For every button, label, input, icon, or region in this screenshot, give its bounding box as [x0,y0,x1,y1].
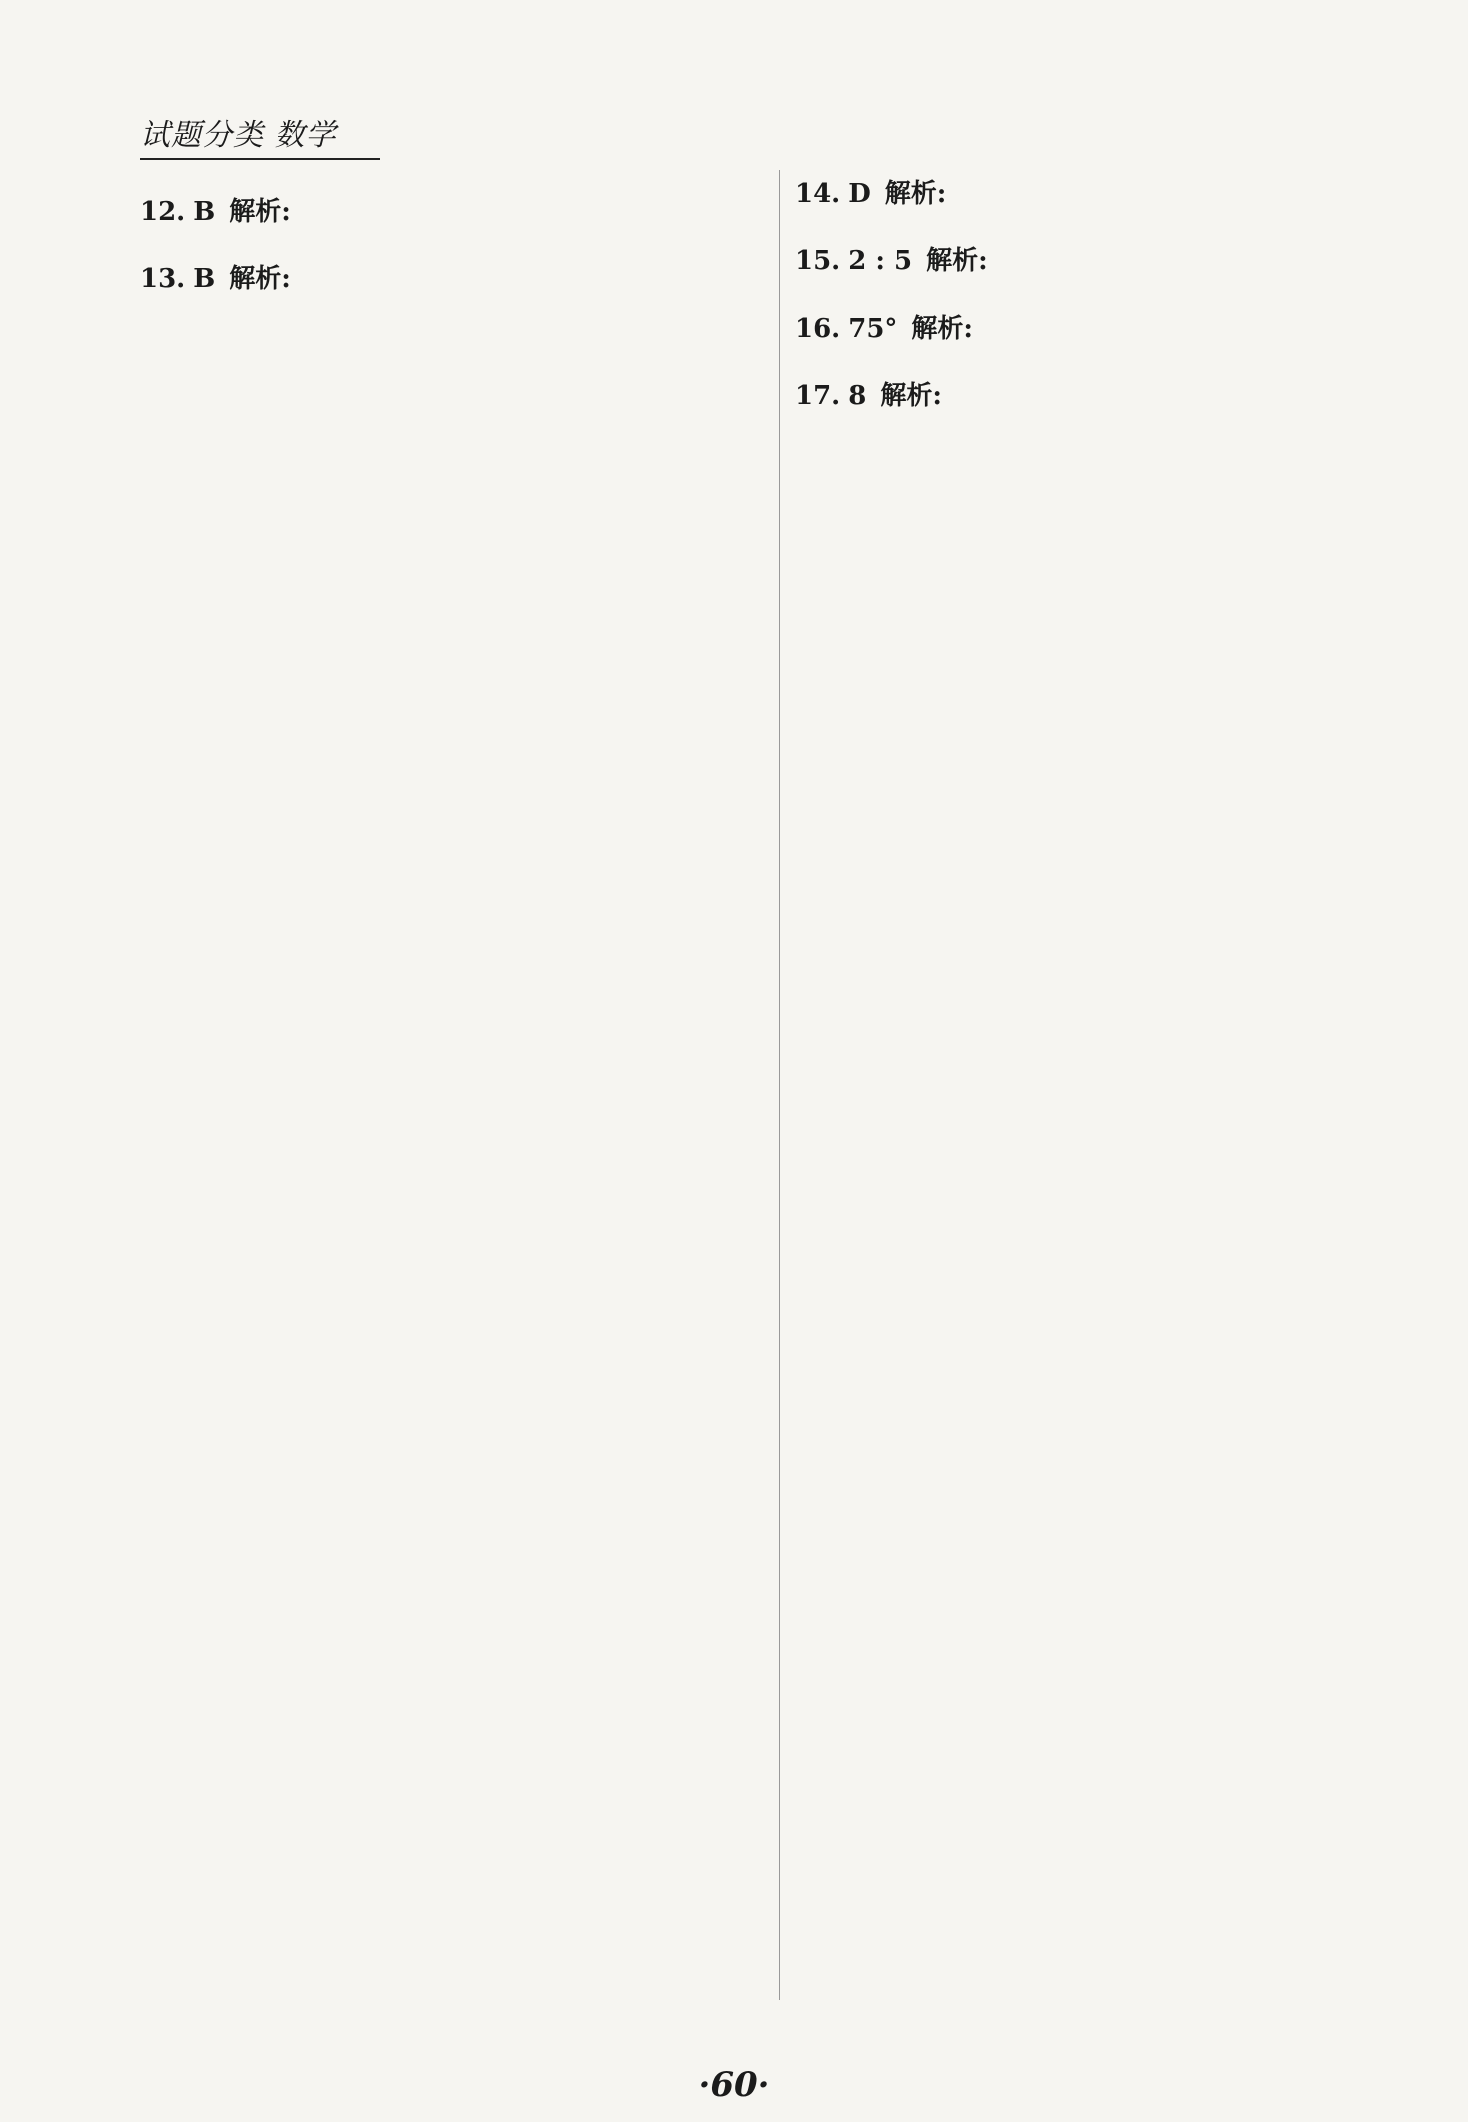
solution-12 [140,188,755,237]
analysis-label: 解析: [884,179,947,209]
solution-15 [795,237,1410,286]
answer-choice: 8 [848,381,867,412]
analysis-label: 解析: [229,197,291,227]
left-column [140,170,755,2000]
header-rule [140,158,380,160]
solution-17 [795,372,1410,421]
answer-choice: B [193,197,216,227]
question-number: 13. [140,264,186,295]
answer-choice: D [848,179,871,209]
analysis-label: 解析: [911,313,974,344]
analysis-label: 解析: [880,381,942,412]
question-number: 15. [795,246,841,277]
question-number: 12. [140,197,186,227]
answer-choice: B [193,264,216,295]
analysis-label: 解析: [926,246,988,277]
header-title: 试题分类 数学 [140,118,337,153]
solution-16 [795,305,1410,354]
question-number: 16. [795,313,841,344]
answer-choice: 2 : 5 [848,246,913,277]
solution-14 [795,170,1410,219]
question-number: 17. [795,381,841,412]
question-number: 14. [795,179,841,209]
content-columns [140,170,1410,2000]
page-number: ·60· [698,2065,770,2105]
answer-choice: 75° [848,313,898,344]
right-column [795,170,1410,2000]
solution-13 [140,255,755,304]
analysis-label: 解析: [229,264,291,295]
header [140,110,380,160]
